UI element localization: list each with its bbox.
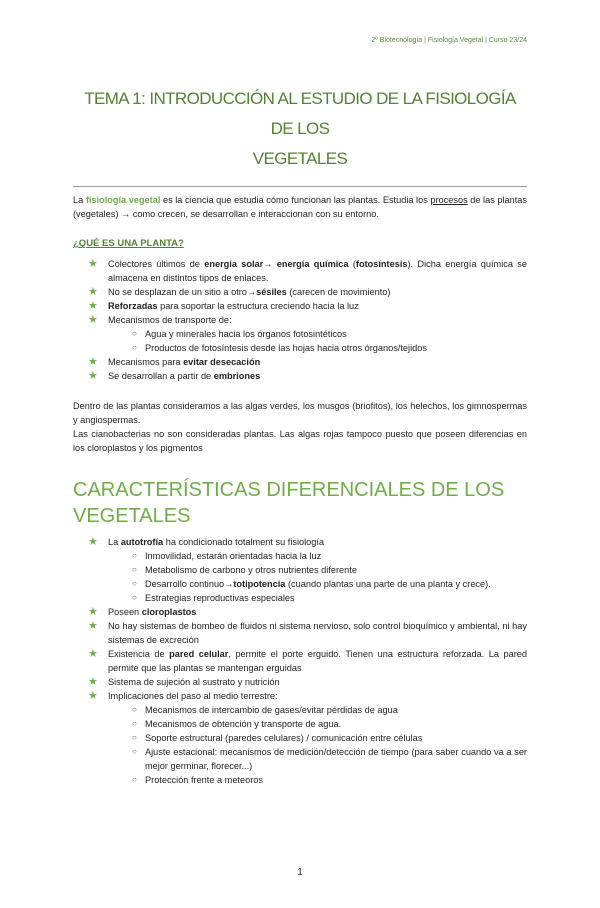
list-item: ★ Sistema de sujeción al sustrato y nutrición — [88, 676, 280, 688]
star-bullet-icon: ★ — [88, 300, 98, 312]
circle-bullet-icon: ○ — [132, 329, 137, 338]
sub-list-item: ○ Metabolismo de carbono y otros nutrientes diferente — [132, 565, 357, 575]
list-item: ★ Existencia de pared celular, permite el porte erguido. Tienen una estructura reforzada. La pared permite que las plantas se mantengan erguidas — [88, 648, 528, 673]
list-item: ★ Mecanismos de transporte de: — [88, 314, 232, 326]
circle-bullet-icon: ○ — [132, 775, 137, 784]
sub-list-item: ○ Inmovilidad, estarán orientadas hacia la luz — [132, 551, 322, 561]
list-item: ★ Mecanismos para evitar desecación — [88, 356, 261, 368]
page-title — [73, 84, 527, 174]
page-header: 2º Biotecnología | Fisiología Vegetal | Curso 23/24 — [371, 37, 527, 44]
list-item: ★ La autotrofía ha condicionado totalment su fisiología — [88, 536, 325, 548]
sub-list-item: ○ Mecanismos de obtención y transporte de agua. — [132, 719, 342, 729]
star-bullet-icon: ★ — [88, 620, 98, 632]
star-bullet-icon: ★ — [88, 258, 98, 270]
title-divider — [73, 186, 527, 187]
sub-list-item: ○ Soporte estructural (paredes celulares) / comunicación entre células — [132, 733, 423, 743]
list-item: ★ Reforzadas para soportar la estructura creciendo hacia la luz — [88, 300, 359, 312]
circle-bullet-icon: ○ — [132, 565, 137, 574]
sub-list-item: ○ Estrategias reproductivas especiales — [132, 593, 295, 603]
sub-list-item: ○ Protección frente a meteoros — [132, 775, 263, 785]
sub-list-item: ○ Productos de fotosíntesis desde las hojas hacia otros órganos/tejidos — [132, 343, 427, 353]
list-item: ★ Poseen cloroplastos — [88, 606, 197, 618]
plant-definition-list — [88, 257, 527, 383]
star-bullet-icon: ★ — [88, 606, 98, 618]
sub-list-item: ○ Mecanismos de intercambio de gases/evitar pérdidas de agua — [132, 705, 398, 715]
page-title-line-2: VEGETALES — [252, 149, 348, 168]
sub-list-item: ○ Ajuste estacional: mecanismos de medición/detección de tiempo (para saber cuando va a ser mejor germinar, florecer...) — [132, 747, 527, 771]
circle-bullet-icon: ○ — [132, 551, 137, 560]
star-bullet-icon: ★ — [88, 286, 98, 298]
star-bullet-icon: ★ — [88, 356, 98, 368]
list-item: ★ Colectores últimos de energía solar→ energía química (fotosíntesis). Dicha energía química se almacena en distintos tipos de enlaces. — [88, 258, 527, 283]
circle-bullet-icon: ○ — [132, 719, 137, 728]
page-number: 1 — [297, 867, 303, 878]
page-title-line-1: TEMA 1: INTRODUCCIÓN AL ESTUDIO DE LA FISIOLOGÍA DE LOS — [84, 89, 516, 138]
sub-list-item: ○ Desarrollo continuo→totipotencia (cuando plantas una parte de una planta y crece). — [132, 579, 491, 589]
star-bullet-icon: ★ — [88, 690, 98, 702]
list-item: ★ Implicaciones del paso al medio terrestre: — [88, 690, 278, 702]
star-bullet-icon: ★ — [88, 676, 98, 688]
star-bullet-icon: ★ — [88, 314, 98, 326]
circle-bullet-icon: ○ — [132, 747, 137, 756]
circle-bullet-icon: ○ — [132, 343, 137, 352]
intro-paragraph: La fisiología vegetal es la ciencia que estudia cómo funcionan las plantas. Estudia los procesos de las plantas (vegetales) → como crecen, se desarrollan e interaccionan con su entorno. — [73, 195, 528, 219]
excluded-organisms-paragraph: Las cianobacterias no son consideradas plantas. Las algas rojas tampoco puesto que poseen diferencias en los cloroplastos y los pigmentos — [73, 429, 527, 453]
list-item: ★ No hay sistemas de bombeo de fluidos ni sistema nervioso, solo control bioquímico y ambiental, ni hay sistemas de excreción — [88, 620, 527, 645]
section-heading-caracteristicas: CARACTERÍSTICAS DIFERENCIALES DE LOS VEGETALES — [73, 479, 505, 527]
list-item: ★ No se desplazan de un sitio a otro→sésiles (carecen de movimiento) — [88, 286, 391, 298]
sub-list-item: ○ Agua y minerales hacia los órganos fotosintéticos — [132, 329, 347, 339]
characteristics-list — [88, 535, 527, 787]
star-bullet-icon: ★ — [88, 648, 98, 660]
plants-classification-paragraph: Dentro de las plantas consideramos a las algas verdes, los musgos (briofitos), los helechos, los gimnospermas y angiospermas. — [73, 401, 527, 425]
star-bullet-icon: ★ — [88, 536, 98, 548]
list-item: ★ Se desarrollan a partir de embriones — [88, 370, 261, 382]
circle-bullet-icon: ○ — [132, 579, 137, 588]
star-bullet-icon: ★ — [88, 370, 98, 382]
section-heading-que-es-planta: ¿QUÉ ES UNA PLANTA? — [73, 238, 184, 249]
circle-bullet-icon: ○ — [132, 593, 137, 602]
circle-bullet-icon: ○ — [132, 733, 137, 742]
circle-bullet-icon: ○ — [132, 705, 137, 714]
